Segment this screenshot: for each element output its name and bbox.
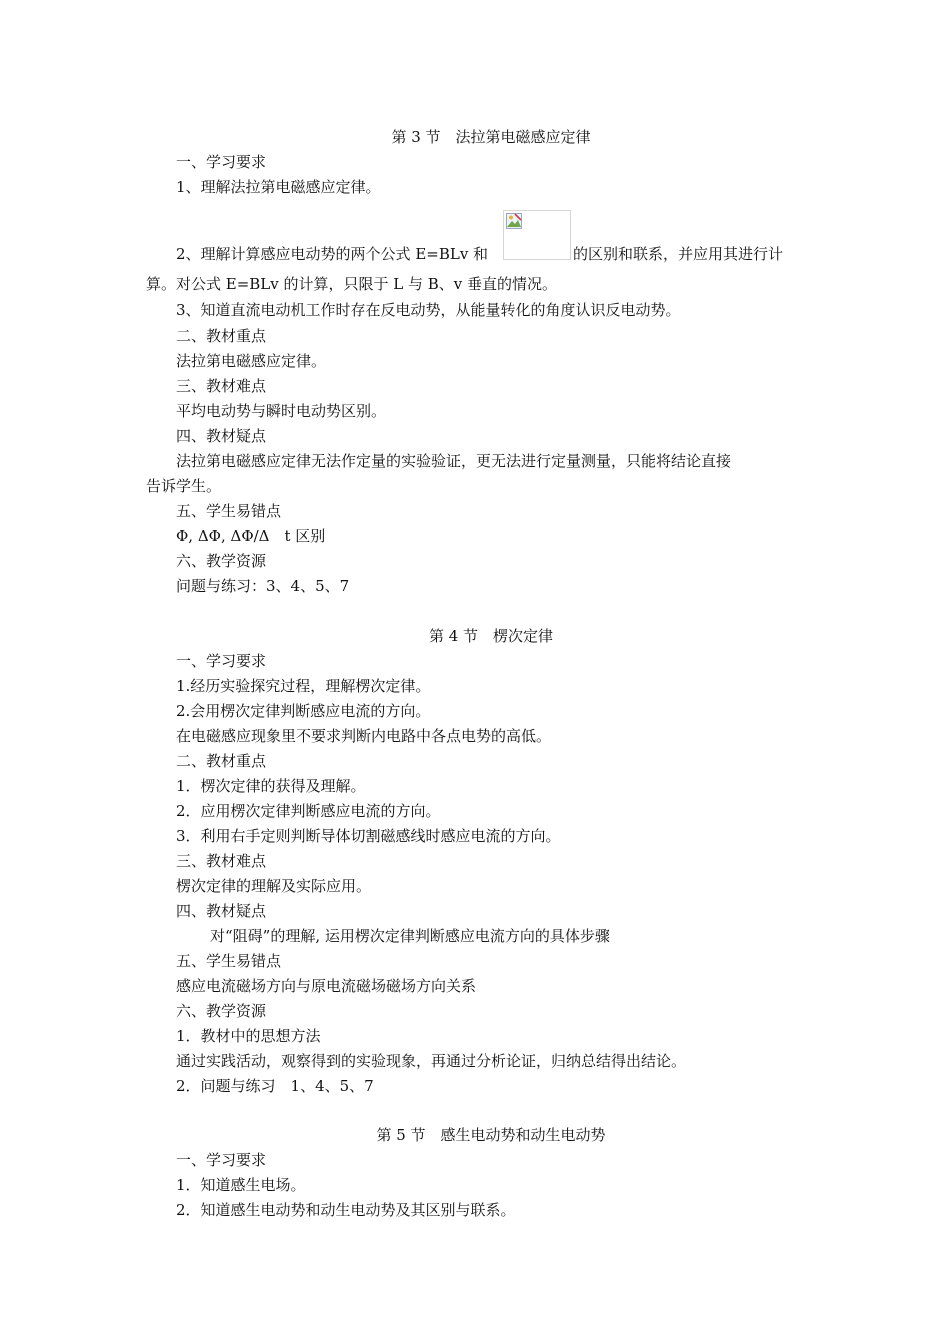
s4-requirement-3: 在电磁感应现象里不要求判断内电路中各点电势的高低。 <box>176 727 552 745</box>
s3-doubt-line-2: 告诉学生。 <box>146 477 222 495</box>
section-4-title: 第 4 节 楞次定律 <box>428 627 554 645</box>
s3-difficult-point: 平均电动势与瞬时电动势区别。 <box>176 402 387 420</box>
s3-heading-requirements: 一、学习要求 <box>176 153 267 171</box>
s4-key-point-1: 1．楞次定律的获得及理解。 <box>176 777 366 795</box>
section-3-title: 第 3 节 法拉第电磁感应定律 <box>391 128 591 146</box>
s4-heading-errors: 五、学生易错点 <box>176 952 282 970</box>
s4-heading-requirements: 一、学习要求 <box>176 652 267 670</box>
s5-requirement-1: 1．知道感生电场。 <box>176 1176 306 1194</box>
section-5-title: 第 5 节 感生电动势和动生电动势 <box>376 1126 606 1144</box>
s3-requirement-2-part-c: 算。对公式 E=BLv 的计算，只限于 L 与 B、v 垂直的情况。 <box>146 275 558 293</box>
s3-requirement-2-part-b: 的区别和联系，并应用其进行计 <box>573 245 784 263</box>
s4-key-point-3: 3．利用右手定则判断导体切割磁感线时感应电流的方向。 <box>176 827 561 845</box>
s3-requirement-2-part-a: 2、理解计算感应电动势的两个公式 E=BLv 和 <box>176 245 489 263</box>
s4-difficult-point: 楞次定律的理解及实际应用。 <box>176 877 372 895</box>
s3-heading-doubt: 四、教材疑点 <box>176 427 267 445</box>
s4-heading-doubt: 四、教材疑点 <box>176 902 267 920</box>
s3-requirement-3: 3、知道直流电动机工作时存在反电动势，从能量转化的角度认识反电动势。 <box>176 301 681 319</box>
s4-key-point-2: 2．应用楞次定律判断感应电流的方向。 <box>176 802 441 820</box>
s4-resource-2: 2．问题与练习 1、4、5、7 <box>176 1077 374 1095</box>
s4-heading-difficult: 三、教材难点 <box>176 852 267 870</box>
broken-image-icon <box>506 213 522 229</box>
s3-error-point: Φ, ΔΦ, ΔΦ/Δ t 区别 <box>176 527 326 545</box>
s4-error-point: 感应电流磁场方向与原电流磁场磁场方向关系 <box>176 977 477 995</box>
s3-heading-errors: 五、学生易错点 <box>176 502 282 520</box>
s5-heading-requirements: 一、学习要求 <box>176 1151 267 1169</box>
s4-resource-1-detail: 通过实践活动，观察得到的实验现象，再通过分析论证，归纳总结得出结论。 <box>176 1052 687 1070</box>
s5-requirement-2: 2．知道感生电动势和动生电动势及其区别与联系。 <box>176 1201 516 1219</box>
s3-heading-resources: 六、教学资源 <box>176 552 267 570</box>
s3-doubt-line-1: 法拉第电磁感应定律无法作定量的实验验证，更无法进行定量测量，只能将结论直接 <box>176 452 732 470</box>
s3-heading-difficult: 三、教材难点 <box>176 377 267 395</box>
s4-doubt-point: 对“阻碍”的理解, 运用楞次定律判断感应电流方向的具体步骤 <box>210 927 610 945</box>
s4-heading-resources: 六、教学资源 <box>176 1002 267 1020</box>
s3-heading-key: 二、教材重点 <box>176 327 267 345</box>
s4-requirement-2: 2.会用楞次定律判断感应电流的方向。 <box>176 702 431 720</box>
s4-resource-1: 1．教材中的思想方法 <box>176 1027 321 1045</box>
s3-requirement-1: 1、理解法拉第电磁感应定律。 <box>176 178 381 196</box>
s4-requirement-1: 1.经历实验探究过程，理解楞次定律。 <box>176 677 431 695</box>
s4-heading-key: 二、教材重点 <box>176 752 267 770</box>
s3-key-point: 法拉第电磁感应定律。 <box>176 352 327 370</box>
s3-resources: 问题与练习：3、4、5、7 <box>176 577 350 595</box>
